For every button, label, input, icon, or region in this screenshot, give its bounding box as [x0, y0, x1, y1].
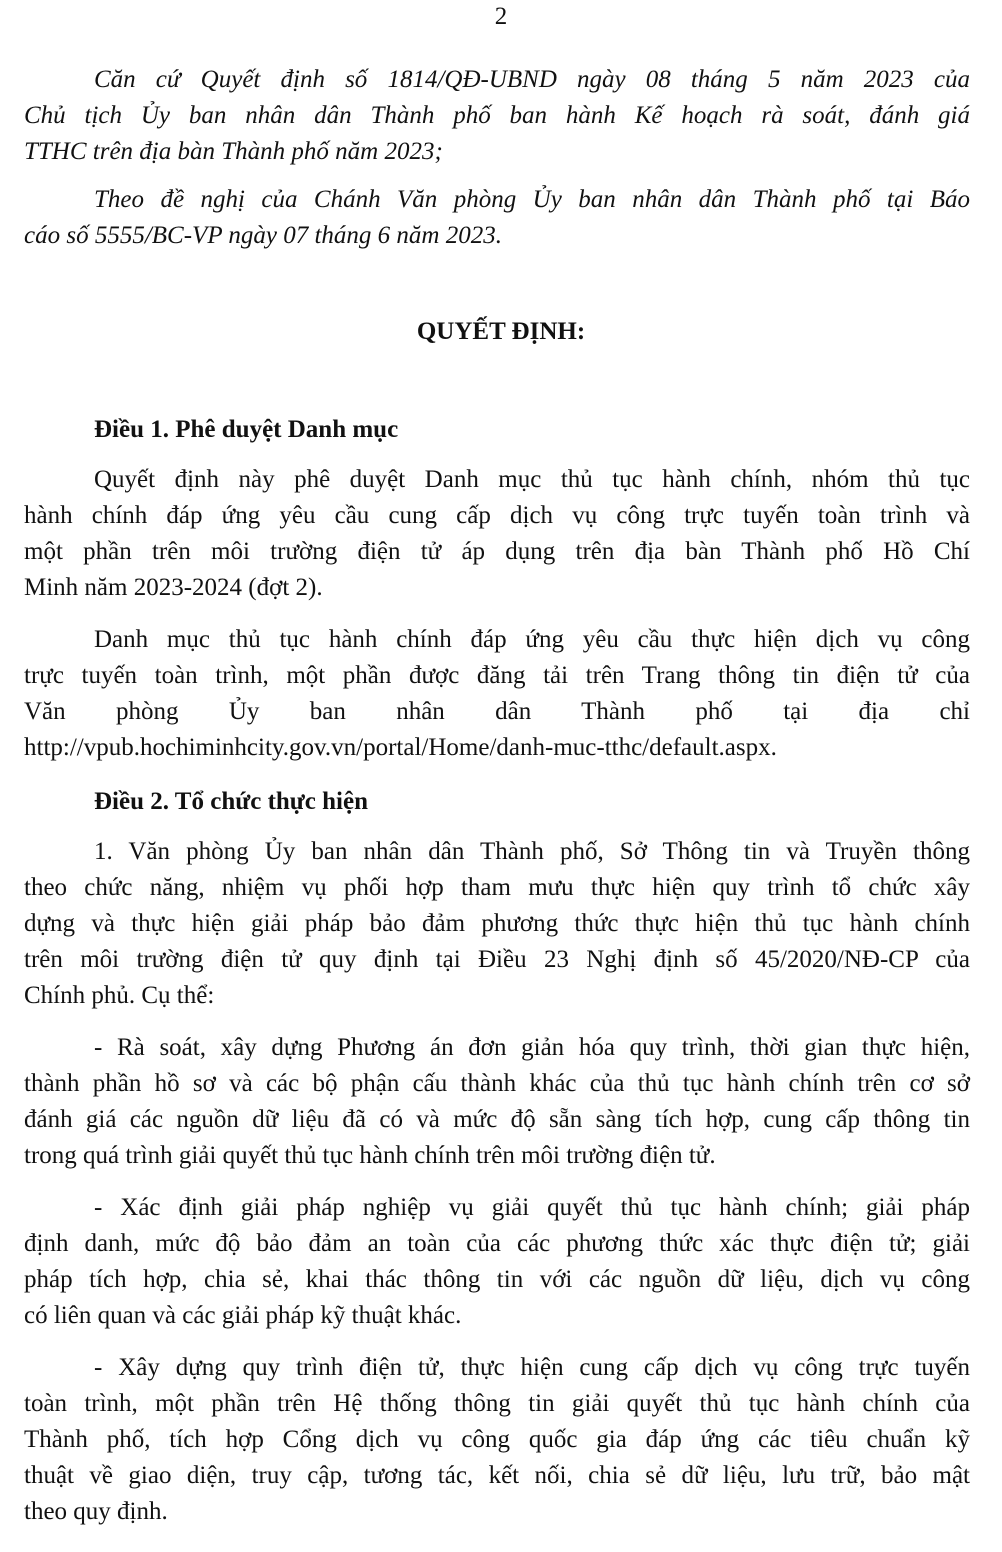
url-line: http://vpub.hochiminhcity.gov.vn/portal/Home/danh-muc-tthc/default.aspx.	[24, 734, 777, 761]
text-line: - Xác định giải pháp nghiệp vụ giải quyết thủ tục hành chính; giải pháp	[94, 1194, 970, 1221]
text-line: Văn phòng Ủy ban nhân dân Thành phố tại địa chỉ	[24, 698, 970, 725]
article-2-paragraph-2	[24, 1030, 970, 1174]
text-line: Theo đề nghị của Chánh Văn phòng Ủy ban nhân dân Thành phố tại Báo	[94, 186, 970, 213]
article-2-paragraph-3	[24, 1190, 970, 1334]
text-line: có liên quan và các giải pháp kỹ thuật khác.	[24, 1302, 462, 1329]
page-number: 2	[494, 3, 508, 30]
text-line: một phần trên môi trường điện tử áp dụng trên địa bàn Thành phố Hồ Chí	[24, 538, 970, 565]
text-line: theo chức năng, nhiệm vụ phối hợp tham mưu thực hiện quy trình tổ chức xây	[24, 874, 970, 901]
text-line: Chủ tịch Ủy ban nhân dân Thành phố ban hành Kế hoạch rà soát, đánh giá	[24, 102, 970, 129]
text-line: TTHC trên địa bàn Thành phố năm 2023;	[24, 138, 443, 165]
text-line: Danh mục thủ tục hành chính đáp ứng yêu cầu thực hiện dịch vụ công	[94, 626, 970, 653]
text-line: thành phần hồ sơ và các bộ phận cấu thành khác của thủ tục hành chính trên cơ sở	[24, 1070, 970, 1097]
article-2-paragraph-1	[24, 834, 970, 1014]
text-line: pháp tích hợp, chia sẻ, khai thác thông tin với các nguồn dữ liệu, dịch vụ công	[24, 1266, 970, 1293]
text-line: Thành phố, tích hợp Cổng dịch vụ công quốc gia đáp ứng các tiêu chuẩn kỹ	[24, 1426, 970, 1453]
article-1-paragraph-1	[24, 462, 970, 606]
text-line: cáo số 5555/BC-VP ngày 07 tháng 6 năm 2023.	[24, 222, 502, 249]
text-line: Quyết định này phê duyệt Danh mục thủ tục hành chính, nhóm thủ tục	[94, 466, 970, 493]
preamble-paragraph-2	[24, 182, 970, 254]
text-line: trong quá trình giải quyết thủ tục hành chính trên môi trường điện tử.	[24, 1142, 716, 1169]
text-line: Căn cứ Quyết định số 1814/QĐ-UBND ngày 08 tháng 5 năm 2023 của	[94, 66, 970, 93]
text-line: định danh, mức độ bảo đảm an toàn của các phương thức xác thực điện tử; giải	[24, 1230, 970, 1257]
text-line: đánh giá các nguồn dữ liệu đã có và mức độ sẵn sàng tích hợp, cung cấp thông tin	[24, 1106, 970, 1133]
text-line: hành chính đáp ứng yêu cầu cung cấp dịch vụ công trực tuyến toàn trình và	[24, 502, 970, 529]
text-line: Minh năm 2023-2024 (đợt 2).	[24, 574, 323, 601]
article-1-paragraph-2	[24, 622, 970, 766]
article-1-heading: Điều 1. Phê duyệt Danh mục	[94, 416, 399, 443]
text-line: thuật về giao diện, truy cập, tương tác, kết nối, chia sẻ dữ liệu, lưu trữ, bảo mật	[24, 1462, 970, 1489]
text-line: - Rà soát, xây dựng Phương án đơn giản hóa quy trình, thời gian thực hiện,	[94, 1034, 970, 1061]
preamble-paragraph-1	[24, 62, 970, 170]
text-line: Chính phủ. Cụ thể:	[24, 982, 215, 1009]
text-line: dựng và thực hiện giải pháp bảo đảm phương thức thực hiện thủ tục hành chính	[24, 910, 970, 937]
article-2-heading: Điều 2. Tổ chức thực hiện	[94, 788, 368, 815]
text-line: toàn trình, một phần trên Hệ thống thông tin giải quyết thủ tục hành chính của	[24, 1390, 970, 1417]
text-line: theo quy định.	[24, 1498, 168, 1525]
article-2-paragraph-4	[24, 1350, 970, 1530]
text-line: trực tuyến toàn trình, một phần được đăng tải trên Trang thông tin điện tử của	[24, 662, 970, 689]
text-line: 1. Văn phòng Ủy ban nhân dân Thành phố, Sở Thông tin và Truyền thông	[94, 838, 970, 865]
decision-title: QUYẾT ĐỊNH:	[416, 318, 586, 345]
text-line: trên môi trường điện tử quy định tại Điều 23 Nghị định số 45/2020/NĐ-CP của	[24, 946, 970, 973]
text-line: - Xây dựng quy trình điện tử, thực hiện cung cấp dịch vụ công trực tuyến	[94, 1354, 970, 1381]
